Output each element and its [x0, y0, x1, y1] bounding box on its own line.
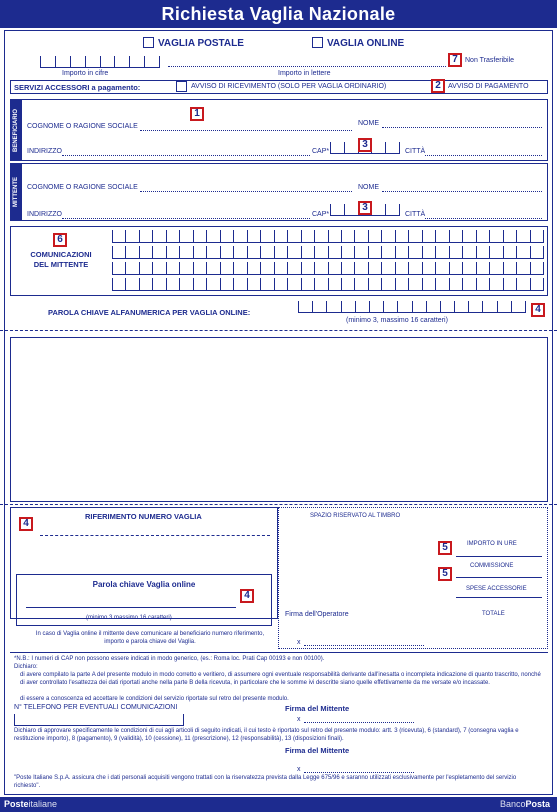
- importo-euro-label: IMPORTO IN URE: [467, 541, 517, 547]
- badge-5: 5: [438, 541, 452, 555]
- avviso-pagamento-label: AVVISO DI PAGAMENTO: [448, 83, 529, 90]
- spese-field[interactable]: [456, 597, 542, 598]
- approvazione-text: Dichiaro di approvare specificamente le condizioni di cui agli articoli di seguito indicati, il cui testo è riportato sul retro del presente modulo: artt. 3 (ricevuta), 6 (standard), 7 (consegna vaglia e restituzione importo), 8 (pagamento), 9 (validità), 10 (cessione), 11 (prescrizione), 12 (responsabilità), 13 (disposizioni finali).: [14, 728, 519, 742]
- beneficiario-citta-field[interactable]: [425, 155, 542, 156]
- vaglia-postale-label: VAGLIA POSTALE: [158, 38, 244, 49]
- firma-mittente-2-x: x: [297, 766, 301, 773]
- vaglia-online-checkbox[interactable]: [312, 37, 323, 48]
- mittente-citta-label: CITTÀ: [405, 211, 426, 218]
- telefono-label: N° TELEFONO PER EVENTUALI COMUNICAZIONI: [14, 704, 178, 711]
- badge-7: 7: [448, 53, 462, 67]
- bancoposta-logo: [500, 799, 550, 809]
- vaglia-online-label: VAGLIA ONLINE: [327, 38, 405, 49]
- firma-operatore-label: Firma dell'Operatore: [285, 611, 349, 618]
- telefono-field[interactable]: [14, 714, 184, 726]
- firma-operatore-x: x: [297, 639, 301, 646]
- logo-posta: Posta: [525, 799, 551, 809]
- servizi-label: SERVIZI ACCESSORI a pagamento:: [14, 83, 141, 92]
- beneficiario-nome-label: NOME: [358, 120, 379, 127]
- vaglia-postale-checkbox[interactable]: [143, 37, 154, 48]
- fold-line-top: [0, 330, 557, 331]
- beneficiario-cap-label: CAP*: [312, 148, 330, 155]
- beneficiario-nome-field[interactable]: [382, 127, 542, 128]
- nb-text: *N.B.: I numeri di CAP non possono essere indicati in modo generico, (es.: Roma loc. Prati Cap 00193 e non 00100).: [14, 656, 325, 662]
- beneficiario-indirizzo-field[interactable]: [62, 155, 310, 156]
- footer-bar: [0, 797, 557, 812]
- mittente-cognome-label: COGNOME O RAGIONE SOCIALE: [27, 184, 138, 191]
- logo-banco: Banco: [500, 799, 526, 809]
- badge-6: 6: [53, 233, 67, 247]
- fold-line-bottom: [0, 504, 557, 505]
- mittente-cap-label: CAP*: [312, 211, 330, 218]
- mittente-cognome-field[interactable]: [140, 191, 352, 192]
- parola-box-title: Parola chiave Vaglia online: [92, 580, 196, 589]
- comunicazioni-label-2: DEL MITTENTE: [33, 260, 89, 269]
- logo-italiane: italiane: [28, 799, 58, 809]
- poste-italiane-logo: [4, 799, 57, 809]
- non-trasferibile-label: Non Trasferibile: [465, 57, 515, 64]
- mittente-tab: MITTENTE: [10, 163, 22, 221]
- legal-divider: [10, 652, 548, 653]
- timbro-label: SPAZIO RISERVATO AL TIMBRO: [310, 513, 401, 519]
- badge-3: 3: [358, 138, 372, 152]
- parola-chiave-label: PAROLA CHIAVE ALFANUMERICA PER VAGLIA ONLINE:: [48, 308, 251, 317]
- mittente-indirizzo-label: INDIRIZZO: [27, 211, 62, 218]
- beneficiario-cognome-field[interactable]: [140, 130, 352, 131]
- totale-label: TOTALE: [482, 611, 505, 617]
- mittente-citta-field[interactable]: [425, 218, 542, 219]
- comunicazioni-label-1: COMUNICAZIONI: [30, 250, 92, 259]
- dichiaro-p2: di essere a conoscenza ed accettare le condizioni del servizio riportate sul retro del presente modulo.: [20, 696, 289, 702]
- riferimento-label: RIFERIMENTO NUMERO VAGLIA: [85, 512, 202, 521]
- firma-mittente-x: x: [297, 716, 301, 723]
- mittente-section: [10, 163, 548, 221]
- badge-1: 1: [190, 107, 204, 121]
- importo-euro-field[interactable]: [456, 556, 542, 557]
- badge-4-riferimento: 4: [19, 517, 33, 531]
- mittente-indirizzo-field[interactable]: [62, 218, 310, 219]
- blank-area: [10, 337, 548, 502]
- parola-box-hint: (minimo 3 massimo 16 caratteri): [86, 615, 172, 621]
- mittente-nome-label: NOME: [358, 184, 379, 191]
- badge-3-mittente: 3: [358, 201, 372, 215]
- dichiaro-text: Dichiaro:: [14, 664, 38, 670]
- commissione-field[interactable]: [456, 577, 542, 578]
- firma-mittente-2-field[interactable]: [304, 772, 414, 773]
- importo-lettere-field[interactable]: [168, 66, 446, 67]
- beneficiario-cognome-label: COGNOME O RAGIONE SOCIALE: [27, 123, 138, 130]
- importo-cifre-field[interactable]: [40, 56, 160, 68]
- beneficiario-citta-label: CITTÀ: [405, 148, 426, 155]
- ricevuta-nota: In caso di Vaglia online il mittente deve comunicare al beneficiario numero riferimento, importo e parola chiave del Vaglia.: [35, 631, 265, 645]
- riferimento-field[interactable]: [40, 535, 270, 536]
- badge-4: 4: [531, 303, 545, 317]
- parola-chiave-hint: (minimo 3, massimo 16 caratteri): [346, 317, 448, 324]
- comunicazioni-grid[interactable]: [112, 230, 544, 292]
- badge-4-parola: 4: [240, 589, 254, 603]
- importo-cifre-label: Importo in cifre: [62, 70, 109, 77]
- firma-operatore-field[interactable]: [304, 645, 424, 646]
- parola-box-field[interactable]: [26, 607, 236, 608]
- beneficiario-tab: BENEFICIARIO: [10, 99, 22, 161]
- beneficiario-indirizzo-label: INDIRIZZO: [27, 148, 62, 155]
- form-title: Richiesta Vaglia Nazionale: [0, 0, 557, 28]
- commissione-label: COMMISSIONE: [470, 563, 514, 569]
- badge-2: 2: [431, 79, 445, 93]
- firma-mittente-field[interactable]: [304, 722, 414, 723]
- avviso-ricevimento-checkbox[interactable]: [176, 81, 187, 92]
- mittente-nome-field[interactable]: [382, 191, 542, 192]
- firma-mittente-2-label: Firma del Mittente: [285, 746, 350, 755]
- importo-lettere-label: Importo in lettere: [278, 70, 331, 77]
- spese-label: SPESE ACCESSORIE: [466, 586, 527, 592]
- parola-chiave-field[interactable]: [298, 301, 526, 313]
- avviso-ricevimento-label: AVVISO DI RICEVIMENTO (SOLO PER VAGLIA ORDINARIO): [191, 83, 387, 90]
- ricevuta-right: [278, 507, 548, 649]
- dichiaro-p1: di avere compilato la parte A del presente modulo in modo corretto e veritiero, di assumere ogni eventuale responsabilità derivante dall'inesatta o incompleta indicazione di quanto trascritto, nonché di aver controllato l'esattezza dei dati riportati anche nella parte B della ricevuta, in particolare che le somme ivi descritte siano quelle effettivamente da me versate e/o incassate.: [20, 672, 541, 686]
- logo-poste: Poste: [4, 799, 29, 809]
- privacy-text: "Poste Italiane S.p.A. assicura che i dati personali acquisiti vengono trattati con la riservatezza prevista dalla Legge 675/96 e saranno utilizzati esclusivamente per l'espletamento del servizio richiesto".: [14, 775, 517, 789]
- firma-mittente-label: Firma del Mittente: [285, 704, 350, 713]
- badge-5-commissione: 5: [438, 567, 452, 581]
